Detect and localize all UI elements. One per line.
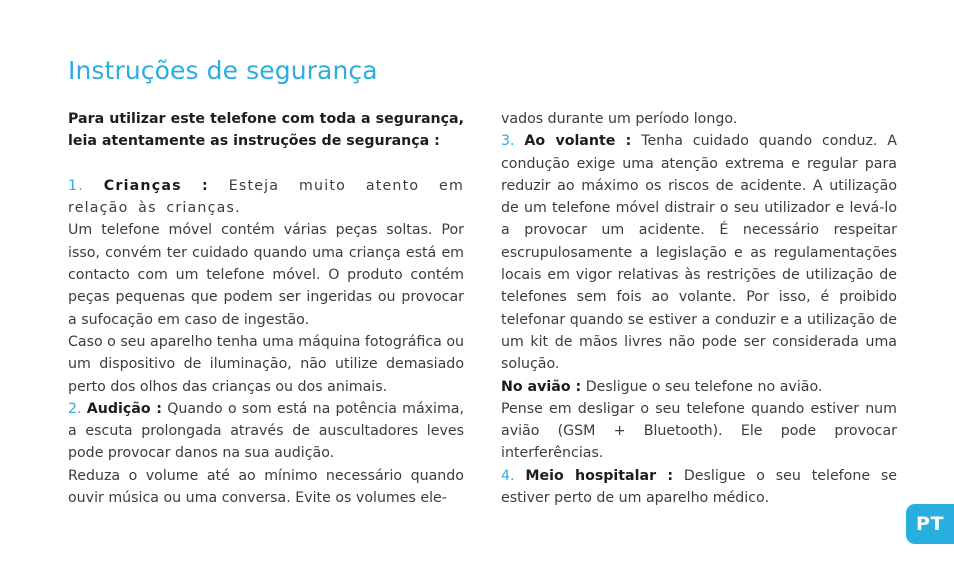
language-badge: PT	[906, 504, 954, 544]
hearing-paragraph-start: Reduza o volume até ao mínimo necessário quando ouvir música ou uma conversa. Evite os volumes ele-	[68, 467, 464, 507]
section-heading-driving: Ao volante :	[524, 133, 632, 150]
airplane-paragraph: Pense em desligar o seu telefone quando estiver num avião (GSM + Bluetooth). Ele pode provocar interferências.	[501, 400, 897, 462]
section-number-hospital: 4.	[501, 467, 515, 484]
section-number-hearing: 2.	[68, 400, 82, 417]
right-column	[501, 108, 897, 509]
children-paragraph-1: Um telefone móvel contém várias peças soltas. Por isso, convém ter cuidado quando uma criança está em contacto com um telefone móvel. O produto contém peças pequenas que podem ser ingeridas ou provocar a sufocação em caso de ingestão.	[68, 222, 464, 328]
section-text-driving: Tenha cuidado quando conduz. A condução exige uma atenção extrema e regular para reduzir ao máximo os riscos de acidente. A utilização de um telefone móvel distrair o seu utilizador e levá-lo a provocar um acidente. É necessário respeitar escrupulosamente a legislação e as regulamentações locais em vigor relativas às restrições de utilização de telefones sem fois ao volante. Por isso, é proibido telefonar quando se estiver a conduzir e a utilização de um kit de mãos livres não pode ser considerada uma solução.	[501, 133, 897, 373]
section-number-children: 1.	[68, 177, 84, 194]
children-paragraph-2: Caso o seu aparelho tenha uma máquina fotográfica ou um dispositivo de iluminação, não utilize demasiado perto dos olhos das crianças ou dos animais.	[68, 333, 464, 395]
hearing-section	[68, 398, 464, 465]
section-heading-hearing: Audição :	[86, 400, 162, 417]
section-heading-hospital: Meio hospitalar :	[525, 467, 673, 484]
section-text-hospital: Desligue o seu telefone se estiver perto de um aparelho médico.	[501, 467, 898, 507]
left-column	[68, 108, 464, 509]
driving-section	[501, 130, 897, 375]
hospital-section	[501, 465, 897, 510]
section-text-hearing: Quando o som está na potência máxima, a escuta prolongada através de auscultadores leves pode provocar danos na sua audição.	[68, 400, 464, 462]
section-text-airplane: Desligue o seu telefone no avião.	[585, 378, 823, 395]
section-heading-children: Crianças :	[103, 177, 209, 194]
section-number-driving: 3.	[501, 133, 515, 150]
section-heading-airplane: No avião :	[501, 378, 582, 395]
page-title: Instruções de segurança	[68, 56, 378, 85]
intro-text: Para utilizar este telefone com toda a segurança, leia atentamente as instruções de segurança :	[68, 111, 464, 150]
children-section	[68, 175, 464, 220]
hearing-paragraph-end: vados durante um período longo.	[501, 111, 738, 127]
airplane-section	[501, 376, 897, 398]
section-text-children: Esteja muito atento em relação às crianças.	[68, 177, 465, 217]
